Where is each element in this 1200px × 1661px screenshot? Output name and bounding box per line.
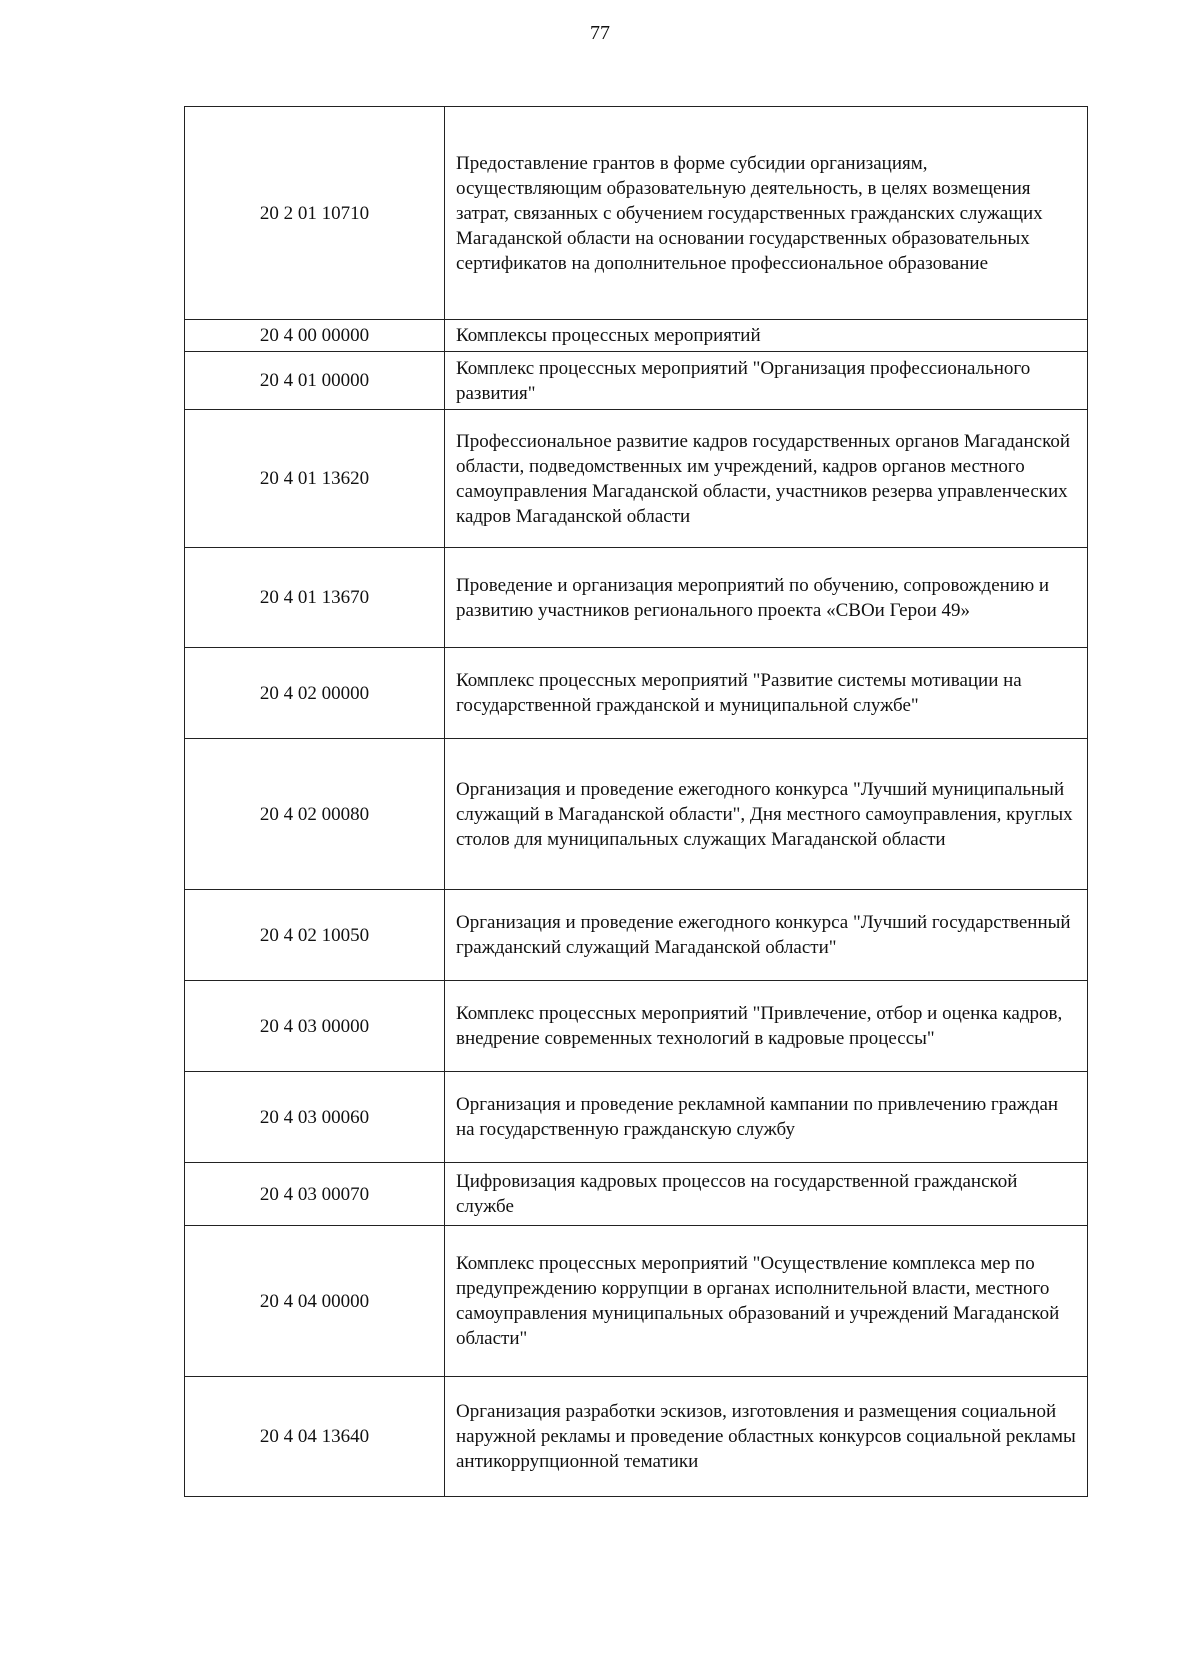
table-row bbox=[185, 107, 1088, 320]
table-row bbox=[185, 320, 1088, 352]
table-row bbox=[185, 890, 1088, 981]
code-cell: 20 4 03 00000 bbox=[185, 981, 445, 1072]
code-cell: 20 4 02 10050 bbox=[185, 890, 445, 981]
code-cell: 20 4 01 00000 bbox=[185, 352, 445, 410]
code-cell: 20 4 04 00000 bbox=[185, 1226, 445, 1377]
code-cell: 20 4 01 13620 bbox=[185, 410, 445, 548]
table-row bbox=[185, 1163, 1088, 1226]
code-cell: 20 4 03 00070 bbox=[185, 1163, 445, 1226]
description-cell: Комплекс процессных мероприятий "Осуществление комплекса мер по предупреждению коррупции в органах исполнительной власти, местного самоуправления муниципальных образований и учреждений Магаданской области" bbox=[445, 1226, 1088, 1377]
description-cell: Организация и проведение ежегодного конкурса "Лучший государственный гражданский служащий Магаданской области" bbox=[445, 890, 1088, 981]
description-cell: Комплекс процессных мероприятий "Организация профессионального развития" bbox=[445, 352, 1088, 410]
table-row bbox=[185, 1377, 1088, 1497]
description-cell: Организация и проведение рекламной кампании по привлечению граждан на государственную гражданскую службу bbox=[445, 1072, 1088, 1163]
page-number: 77 bbox=[590, 22, 610, 44]
description-cell: Цифровизация кадровых процессов на государственной гражданской службе bbox=[445, 1163, 1088, 1226]
table-row bbox=[185, 352, 1088, 410]
code-cell: 20 4 02 00000 bbox=[185, 648, 445, 739]
description-cell: Проведение и организация мероприятий по обучению, сопровождению и развитию участников регионального проекта «СВОи Герои 49» bbox=[445, 548, 1088, 648]
description-cell: Комплекс процессных мероприятий "Привлечение, отбор и оценка кадров, внедрение современных технологий в кадровые процессы" bbox=[445, 981, 1088, 1072]
table-row bbox=[185, 548, 1088, 648]
table-row bbox=[185, 1226, 1088, 1377]
code-cell: 20 4 00 00000 bbox=[185, 320, 445, 352]
description-cell: Комплекс процессных мероприятий "Развитие системы мотивации на государственной гражданской и муниципальной службе" bbox=[445, 648, 1088, 739]
code-cell: 20 2 01 10710 bbox=[185, 107, 445, 320]
table-row bbox=[185, 648, 1088, 739]
code-cell: 20 4 02 00080 bbox=[185, 739, 445, 890]
table-row bbox=[185, 739, 1088, 890]
table-row bbox=[185, 1072, 1088, 1163]
description-cell: Профессиональное развитие кадров государственных органов Магаданской области, подведомственных им учреждений, кадров органов местного самоуправления Магаданской области, участников резерва управленческих кадров Магаданской области bbox=[445, 410, 1088, 548]
code-cell: 20 4 03 00060 bbox=[185, 1072, 445, 1163]
table-row bbox=[185, 410, 1088, 548]
description-cell: Организация разработки эскизов, изготовления и размещения социальной наружной рекламы и проведение областных конкурсов социальной рекламы антикоррупционной тематики bbox=[445, 1377, 1088, 1497]
description-cell: Комплексы процессных мероприятий bbox=[445, 320, 1088, 352]
budget-codes-table bbox=[184, 106, 1088, 1497]
code-cell: 20 4 01 13670 bbox=[185, 548, 445, 648]
code-cell: 20 4 04 13640 bbox=[185, 1377, 445, 1497]
description-cell: Предоставление грантов в форме субсидии организациям, осуществляющим образовательную деятельность, в целях возмещения затрат, связанных с обучением государственных гражданских служащих Магаданской области на основании государственных образовательных сертификатов на дополнительное профессиональное образование bbox=[445, 107, 1088, 320]
table-row bbox=[185, 981, 1088, 1072]
description-cell: Организация и проведение ежегодного конкурса "Лучший муниципальный служащий в Магаданской области", Дня местного самоуправления, круглых столов для муниципальных служащих Магаданской области bbox=[445, 739, 1088, 890]
